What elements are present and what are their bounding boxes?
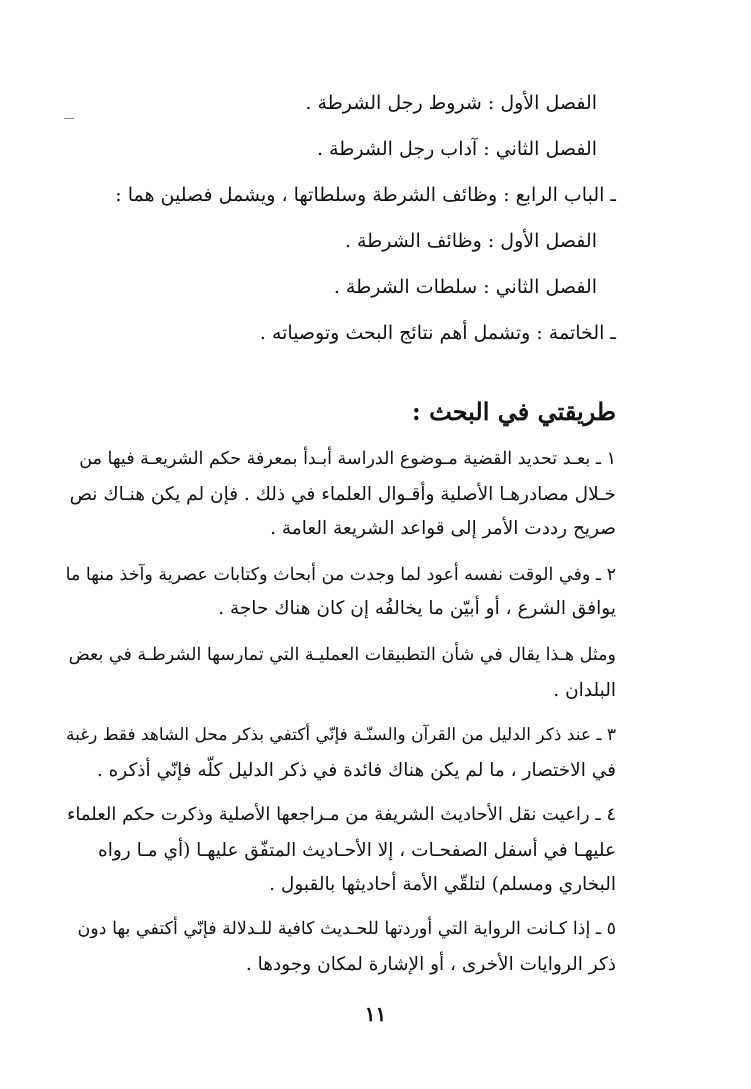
paragraph-3-line-2: البلدان .	[553, 680, 616, 701]
margin-mark	[64, 118, 74, 119]
paragraph-3-line-1: ومثل هـذا يقال في شأن التطبيقات العمليـة التي تمارسها الشرطـة في بعض	[68, 645, 616, 665]
paragraph-1-line-2: خـلال مصادرهـا الأصلية وأقـوال العلماء في ذلك . فإن لم يكن هنـاك نص	[69, 484, 616, 505]
toc-line-chapter-2-powers: الفصل الثاني : سلطات الشرطة .	[333, 276, 597, 298]
paragraph-1-line-3: صريح رددت الأمر إلى قواعد الشريعة العامة .	[270, 518, 616, 539]
paragraph-5-line-1: ٤ ـ راعيت نقل الأحاديث الشريفة من مـراجعها الأصلية وذكرت حكم العلماء	[66, 804, 616, 825]
paragraph-6-line-2: ذكر الروايات الأخرى ، أو الإشارة لمكان وجودها .	[245, 954, 616, 975]
paragraph-1-line-1: ١ ـ بعـد تحديد القضية مـوضوع الدراسة أبـدأ بمعرفة حكم الشريعـة فيها من	[79, 449, 616, 469]
toc-line-conclusion: ـ الخاتمة : وتشمل أهم نتائج البحث وتوصياته .	[259, 322, 616, 344]
toc-line-chapter-1-functions: الفصل الأول : وظائف الشرطة .	[344, 230, 597, 252]
section-heading: طريقتي في البحث :	[411, 397, 616, 426]
toc-line-part-4: ـ الباب الرابع : وظائف الشرطة وسلطاتها ، ويشمل فصلين هما :	[115, 184, 616, 206]
toc-line-chapter-2-etiquette: الفصل الثاني : آداب رجل الشرطة .	[317, 138, 597, 160]
paragraph-5-line-3: البخاري ومسلم) لتلقّي الأمة أحاديثها بالقبول .	[269, 874, 616, 895]
paragraph-5-line-2: عليهـا في أسفل الصفحـات ، إلا الأحـاديث المتفّق عليهـا (أي مـا رواه	[98, 840, 616, 861]
paragraph-2-line-1: ٢ ـ وفي الوقت نفسه أعود لما وجدت من أبحاث وكتابات عصرية وآخذ منها ما	[65, 565, 616, 585]
paragraph-6-line-1: ٥ ـ إذا كـانت الرواية التي أوردتها للحـديث كافية للـدلالة فإنّي أكتفي بها دون	[77, 919, 616, 939]
paragraph-4-line-2: في الاختصار ، ما لم يكن هناك فائدة في ذكر الدليل كلّه فإنّي أذكره .	[96, 760, 616, 781]
paragraph-4-line-1: ٣ ـ عند ذكر الدليل من القرآن والسنّـة فإنّي أكتفي بذكر محل الشاهد فقط رغبة	[65, 725, 616, 745]
paragraph-2-line-2: يوافق الشرع ، أو أبيّن ما يخالفُه إن كان هناك حاجة .	[218, 598, 616, 619]
toc-line-chapter-1-conditions: الفصل الأول : شروط رجل الشرطة .	[305, 92, 597, 114]
page-number: ١١	[364, 1002, 387, 1026]
